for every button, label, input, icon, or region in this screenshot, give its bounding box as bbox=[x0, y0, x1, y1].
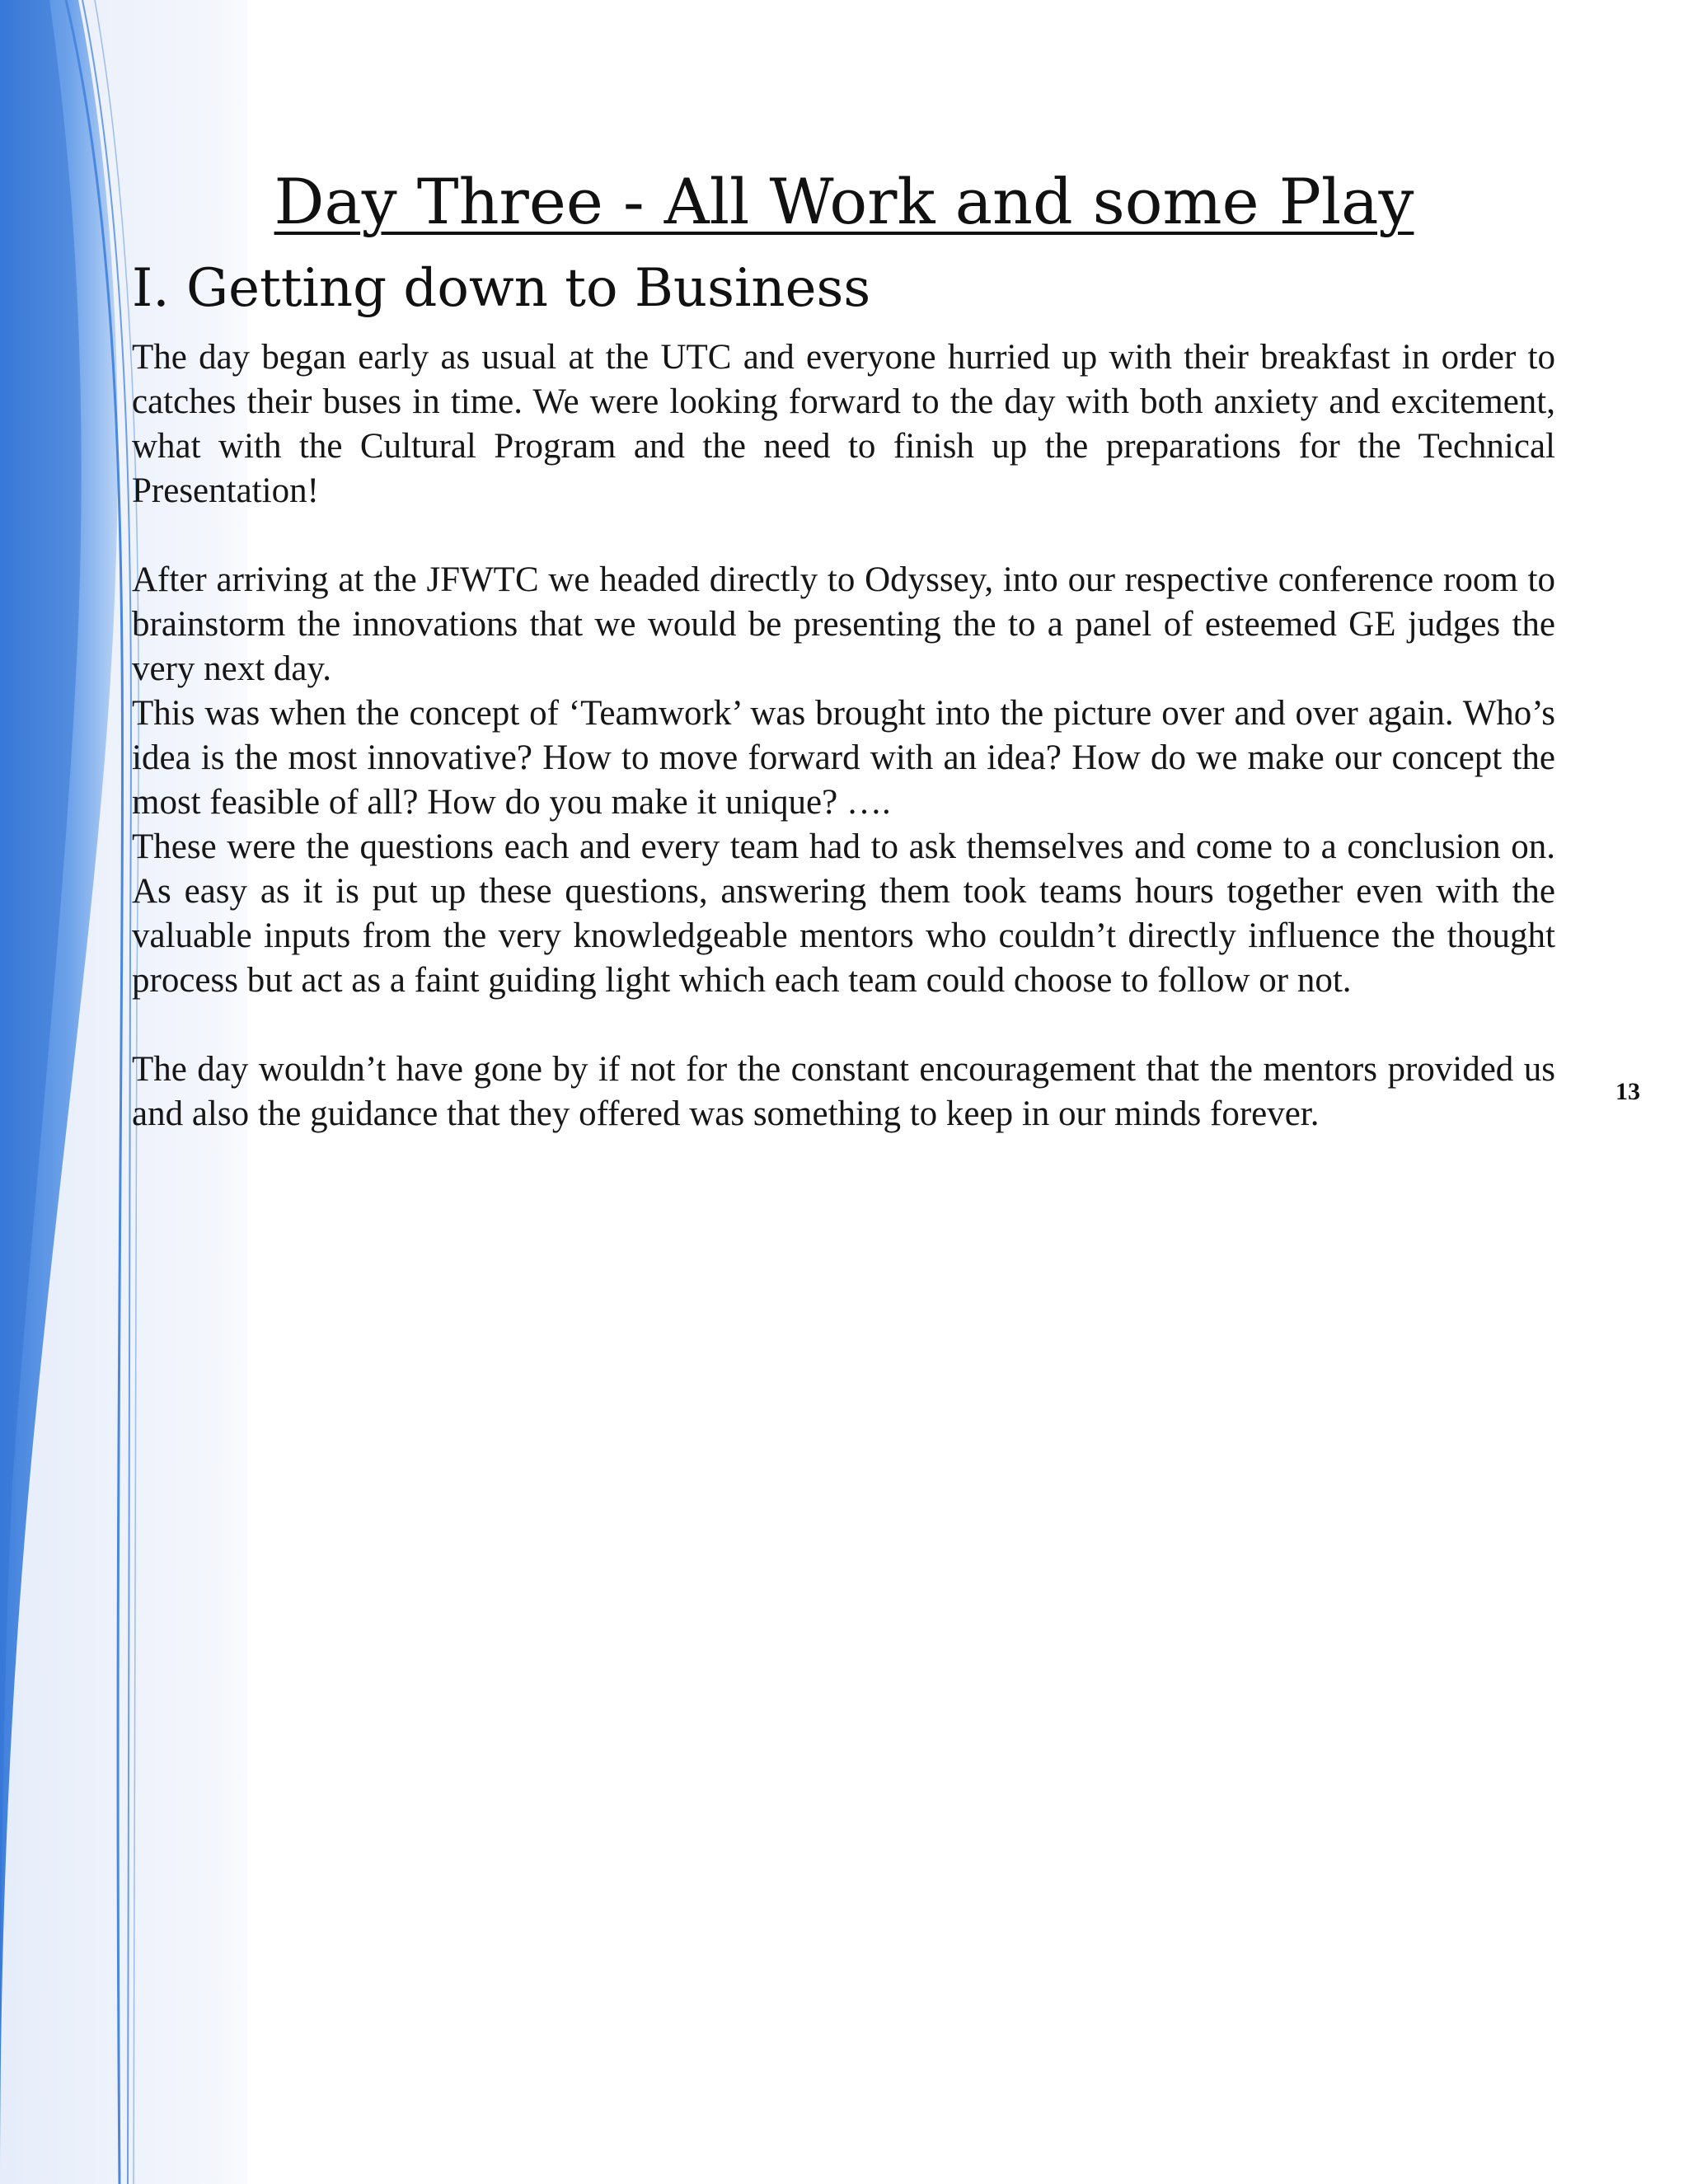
body-text bbox=[132, 335, 1555, 1137]
paragraph-5: The day wouldn’t have gone by if not for the constant encouragement that the mentors provided us and also the guidance that they offered was something to keep in our minds forever. bbox=[132, 1050, 1555, 1133]
page-number: 13 bbox=[1615, 1078, 1640, 1105]
section-heading: I. Getting down to Business bbox=[132, 258, 871, 319]
paragraph-3: This was when the concept of ‘Teamwork’ was brought into the picture over and over again. Who’s idea is the most innovative? How to move forward with an idea? How do we make our concept the most feasible of all? How do you make it unique? …. bbox=[132, 694, 1555, 822]
paragraph-1: The day began early as usual at the UTC and everyone hurried up with their breakfast in order to catches their buses in time. We were looking forward to the day with both anxiety and excitement, what with the Cultural Program and the need to finish up the preparations for the Technical Presentation! bbox=[132, 338, 1555, 510]
page-title: Day Three - All Work and some Play bbox=[274, 165, 1414, 238]
paragraph-2: After arriving at the JFWTC we headed directly to Odyssey, into our respective conference room to brainstorm the innovations that we would be presenting the to a panel of esteemed GE judges the very next day. bbox=[132, 560, 1555, 688]
paragraph-4: These were the questions each and every team had to ask themselves and come to a conclusion on. As easy as it is put up these questions, answering them took teams hours together even with the valuable inputs from the very knowledgeable mentors who couldn’t directly influence the thought process but act as a faint guiding light which each team could choose to follow or not. bbox=[132, 827, 1555, 1000]
